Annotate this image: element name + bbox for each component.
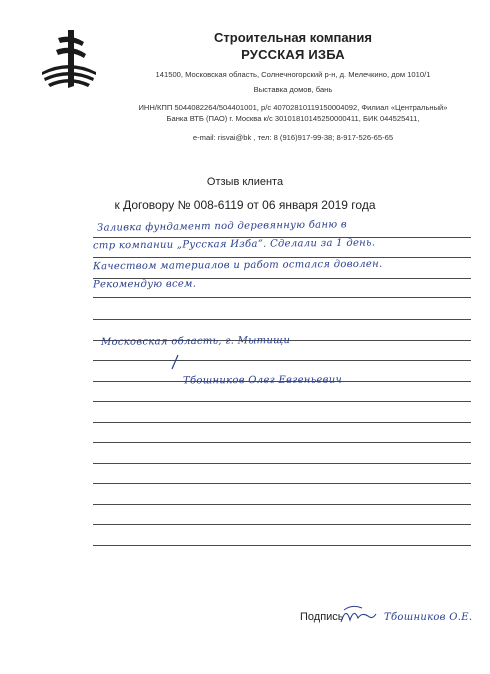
handwritten-client-name: Тбошников Олег Евгеньевич bbox=[182, 374, 343, 387]
contract-reference: к Договору № 008-6119 от 06 января 2019 года bbox=[114, 198, 376, 212]
handwritten-line: Качеством материалов и работ остался доволен. bbox=[92, 258, 383, 273]
bank-details-line2: Банка ВТБ (ПАО) г. Москва к/с 30101810145250000411, БИК 044525411, bbox=[166, 114, 420, 123]
pen-stroke-mark bbox=[170, 353, 182, 371]
ruled-line bbox=[93, 401, 471, 402]
signature-name: Тбошников О.Е. bbox=[384, 612, 473, 623]
company-logo bbox=[38, 28, 100, 90]
ruled-line bbox=[93, 483, 471, 484]
company-services: Выставка домов, бань bbox=[253, 85, 333, 94]
ruled-line bbox=[93, 319, 471, 320]
company-name: РУССКАЯ ИЗБА bbox=[241, 47, 345, 62]
handwritten-line: Рекомендую всем. bbox=[92, 278, 197, 291]
ruled-line bbox=[93, 504, 471, 505]
ruled-line bbox=[93, 545, 471, 546]
signature-scribble bbox=[338, 602, 378, 628]
signature-label: Подпись bbox=[300, 611, 344, 623]
ruled-line bbox=[93, 422, 471, 423]
handwritten-line: стр компании „Русская Изба“. Сделали за 1 день. bbox=[92, 237, 376, 252]
ruled-line bbox=[93, 360, 471, 361]
ruled-line bbox=[93, 463, 471, 464]
bank-details-line1: ИНН/КПП 5044082264/504401001, р/с 40702810119150004092, Филиал «Центральный» bbox=[138, 103, 448, 112]
company-type: Строительная компания bbox=[214, 30, 372, 45]
company-contacts: e-mail: risvai@bk , тел: 8 (916)917-99-38; 8-917-526-65-65 bbox=[192, 133, 394, 142]
handwritten-line: Заливка фундамент под деревянную баню в bbox=[96, 219, 348, 234]
ruled-line bbox=[93, 524, 471, 525]
document-title: Отзыв клиента bbox=[206, 176, 284, 188]
ruled-line bbox=[93, 257, 471, 258]
company-address: 141500, Московская область, Солнечногорский р-н, д. Мелечкино, дом 1010/1 bbox=[155, 70, 431, 79]
ruled-line bbox=[93, 442, 471, 443]
handwritten-location: Московская область, г. Мытищи bbox=[100, 335, 291, 348]
ruled-line bbox=[93, 297, 471, 298]
